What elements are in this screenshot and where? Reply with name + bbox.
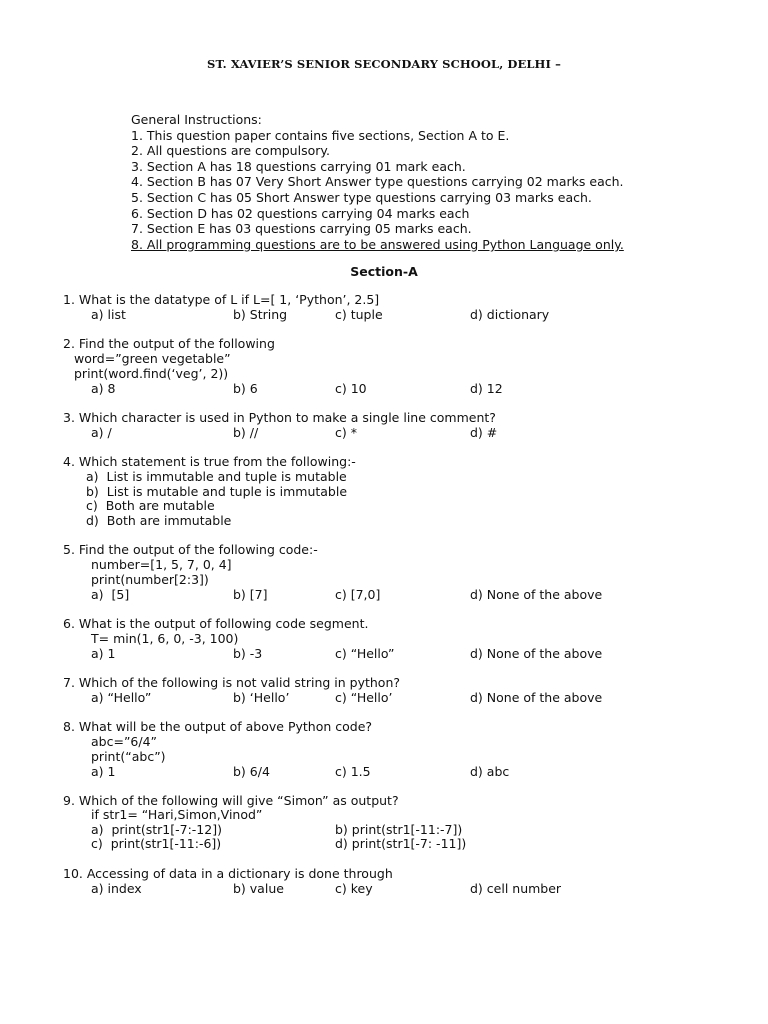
option-b: b) [7] [233,587,268,602]
option-d: d) # [470,425,498,440]
option-a: a) 8 [91,381,116,396]
option-a: a) / [91,425,112,440]
instruction-item: 3. Section A has 18 questions carrying 01 mark each. [131,159,466,174]
option-b: b) ‘Hello’ [233,690,290,705]
instruction-item: 7. Section E has 03 questions carrying 05 marks each. [131,221,472,236]
option-a: a) print(str1[-7:-12]) [91,822,222,837]
question-text: 7. Which of the following is not valid string in python? [63,675,400,690]
option-c: c) tuple [335,307,383,322]
option-c: c) “Hello’ [335,690,393,705]
option-d: d) cell number [470,881,562,896]
school-title: ST. XAVIER’S SENIOR SECONDARY SCHOOL, DELHI – [207,57,561,71]
instruction-item: 6. Section D has 02 questions carrying 04 marks each [131,206,470,221]
option-d: d) None of the above [470,587,603,602]
option-a: a) 1 [91,646,116,661]
option-c: c) Both are mutable [86,498,215,513]
question-text: 6. What is the output of following code segment. [63,616,369,631]
option-c: c) “Hello” [335,646,395,661]
question-text: 3. Which character is used in Python to make a single line comment? [63,410,496,425]
code-line: print(“abc”) [91,749,166,764]
question-text: 2. Find the output of the following [63,336,275,351]
option-b: b) -3 [233,646,263,661]
code-line: print(number[2:3]) [91,572,209,587]
question-text: 10. Accessing of data in a dictionary is done through [63,866,393,881]
option-b: b) String [233,307,288,322]
option-a: a) [5] [91,587,130,602]
option-b: b) 6 [233,381,258,396]
code-line: word=”green vegetable” [74,351,231,366]
option-c: c) * [335,425,357,440]
option-d: d) dictionary [470,307,550,322]
option-d: d) None of the above [470,646,603,661]
option-a: a) List is immutable and tuple is mutable [86,469,347,484]
option-d: d) Both are immutable [86,513,232,528]
option-a: a) “Hello” [91,690,152,705]
option-a: a) 1 [91,764,116,779]
option-d: d) None of the above [470,690,603,705]
code-line: print(word.find(‘veg’, 2)) [74,366,229,381]
code-line: T= min(1, 6, 0, -3, 100) [91,631,239,646]
option-d: d) 12 [470,381,503,396]
option-b: b) List is mutable and tuple is immutable [86,484,348,499]
question-text: 5. Find the output of the following code:- [63,542,318,557]
question-text: 9. Which of the following will give “Simon” as output? [63,793,399,808]
option-c: c) key [335,881,373,896]
option-b: b) print(str1[-11:-7]) [335,822,463,837]
question-text: 1. What is the datatype of L if L=[ 1, ‘Python’, 2.5] [63,292,380,307]
option-b: b) // [233,425,259,440]
instruction-item: 5. Section C has 05 Short Answer type questions carrying 03 marks each. [131,190,592,205]
code-line: if str1= “Hari,Simon,Vinod” [91,807,263,822]
instructions-heading: General Instructions: [131,112,262,127]
option-d: d) abc [470,764,510,779]
option-c: c) 10 [335,381,367,396]
option-a: a) index [91,881,142,896]
option-d: d) print(str1[-7: -11]) [335,836,467,851]
instruction-item: 4. Section B has 07 Very Short Answer type questions carrying 02 marks each. [131,174,624,189]
question-text: 8. What will be the output of above Python code? [63,719,373,734]
code-line: number=[1, 5, 7, 0, 4] [91,557,232,572]
section-title: Section-A [350,264,418,279]
code-line: abc=”6/4” [91,734,158,749]
option-b: b) value [233,881,284,896]
instruction-item: 1. This question paper contains five sections, Section A to E. [131,128,510,143]
instruction-item: 8. All programming questions are to be answered using Python Language only. [131,237,624,252]
option-a: a) list [91,307,126,322]
question-text: 4. Which statement is true from the following:- [63,454,356,469]
option-c: c) [7,0] [335,587,381,602]
option-c: c) print(str1[-11:-6]) [91,836,222,851]
instruction-item: 2. All questions are compulsory. [131,143,330,158]
option-b: b) 6/4 [233,764,270,779]
option-c: c) 1.5 [335,764,371,779]
